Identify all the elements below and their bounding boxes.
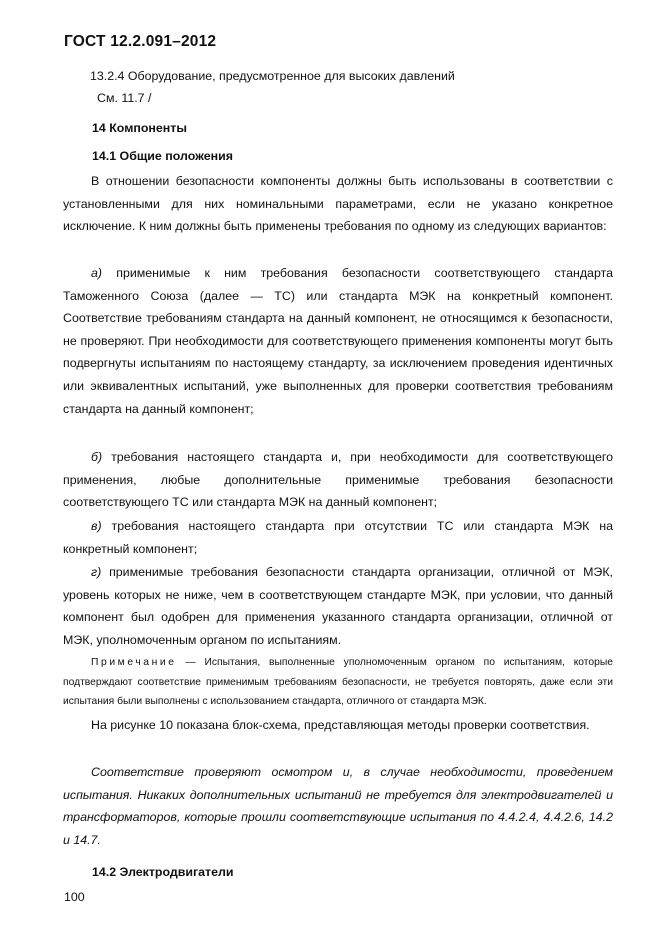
list-text-a: применимые к ним требования безопасности соответствующего стандарта Таможенного Союза (далее — ТС) или стандарта МЭК на конкретный компонент. Соответствие требованиям стандарта на данный компонент, не относящимся к безопасности, не проверяют. При необходимости для соответствующего применения компоненты могут быть подвергнуты испытаниям по настоящему стандарту, за исключением проведения идентичных или эквивалентных испытаний, уже выполненных для проверки соответствия требованиям стандарта на данный компонент;	[63, 266, 613, 416]
section-heading-14-1: 14.1 Общие положения	[92, 149, 233, 163]
section-heading-14-2: 14.2 Электродвигатели	[92, 865, 234, 879]
list-item-a	[63, 262, 613, 420]
compliance-paragraph: Соответствие проверяют осмотром и, в случае необходимости, проведением испытания. Никаких дополнительных испытаний не требуется для электродвигателей и трансформаторов, которые прошли соответствующие испытания по 4.4.2.4, 4.4.2.6, 14.2 и 14.7.	[63, 765, 613, 847]
list-item-v	[63, 515, 613, 560]
list-item-b	[63, 446, 613, 514]
note-label: Примечание	[91, 657, 177, 668]
list-marker-v: в)	[91, 519, 102, 533]
list-marker-g: г)	[91, 565, 102, 579]
list-text-v: требования настоящего стандарта при отсутствии ТС или стандарта МЭК на конкретный компонент;	[63, 519, 613, 556]
cross-reference: См. 11.7 /	[97, 91, 152, 105]
note-text: — Испытания, выполненные уполномоченным органом по испытаниям, которые подтверждают соответствие применимым требованиям безопасности, не требуется повторять, даже если эти испытания были выполнены с использованием стандарта, отличного от стандарта МЭК.	[63, 657, 613, 707]
list-text-b: требования настоящего стандарта и, при необходимости для соответствующего применения, любые дополнительные применимые требования безопасности соответствующего ТС или стандарта МЭК на данный компонент;	[63, 450, 613, 510]
general-paragraph: В отношении безопасности компоненты должны быть использованы в соответствии с установленными для них номинальными параметрами, если не указано конкретное исключение. К ним должны быть применены требования по одному из следующих вариантов:	[63, 174, 613, 234]
note	[63, 653, 613, 712]
section-heading-14: 14 Компоненты	[92, 121, 187, 135]
document-header: ГОСТ 12.2.091–2012	[64, 33, 217, 50]
figure-reference-paragraph: На рисунке 10 показана блок-схема, представляющая методы проверки соответствия.	[91, 718, 590, 732]
page-number: 100	[64, 890, 85, 904]
list-marker-a: а)	[91, 266, 103, 280]
list-marker-b: б)	[91, 450, 103, 464]
list-item-g	[63, 561, 613, 651]
list-text-g: применимые требования безопасности стандарта организации, отличной от МЭК, уровень которых не ниже, чем в соответствующем стандарте МЭК, при условии, что данный компонент был одобрен для применения указанного стандарта организации, отличной от МЭК, уполномоченным органом по испытаниям.	[63, 565, 613, 647]
clause-13-2-4: 13.2.4 Оборудование, предусмотренное для высоких давлений	[90, 69, 455, 83]
